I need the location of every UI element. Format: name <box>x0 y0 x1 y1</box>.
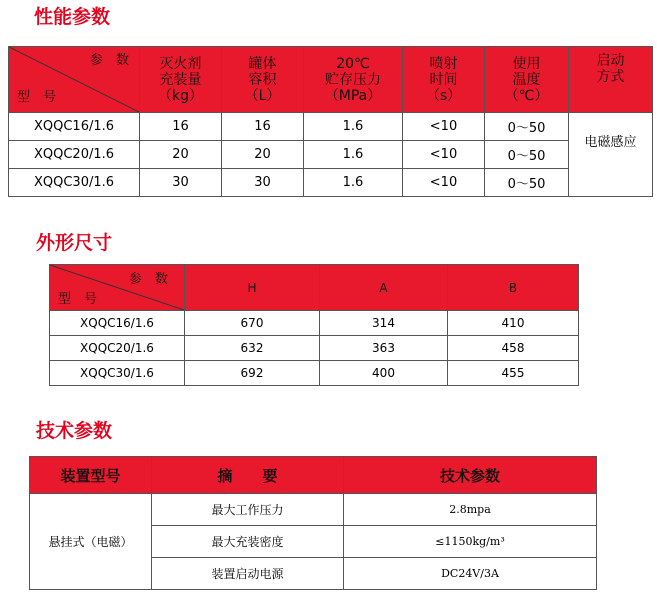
model-cell: XQQC20/1.6 <box>50 336 185 361</box>
table-row: XQQC30/1.6 30 30 1.6 <10 0～50 <box>9 169 653 197</box>
header-tank-volume: 罐体 容积 （L） <box>222 47 304 113</box>
dimensions-table <box>49 264 579 386</box>
section-title-dimensions: 外形尺寸 <box>36 232 113 254</box>
model-cell: XQQC20/1.6 <box>9 141 140 169</box>
corner-model-label: 型 号 <box>17 90 57 105</box>
header-device-model: 装置型号 <box>30 457 152 494</box>
header-summary: 摘 要 <box>152 457 344 494</box>
section-title-technical: 技术参数 <box>36 420 113 442</box>
performance-table <box>8 46 653 197</box>
header-b: B <box>448 265 579 311</box>
table-row: 装置启动电源 DC24V/3A <box>30 558 597 590</box>
header-a: A <box>320 265 448 311</box>
corner-header <box>50 265 185 311</box>
header-discharge-time: 喷射 时间 （s） <box>403 47 485 113</box>
table-row: XQQC30/1.6 692 400 455 <box>50 361 579 386</box>
technical-table <box>29 456 597 590</box>
start-method-cell: 电磁感应 <box>569 113 653 197</box>
model-cell: XQQC16/1.6 <box>50 311 185 336</box>
table-row: XQQC20/1.6 632 363 458 <box>50 336 579 361</box>
corner-param-label: 参 数 <box>128 272 168 287</box>
corner-param-label: 参 数 <box>89 53 129 68</box>
model-cell: XQQC30/1.6 <box>50 361 185 386</box>
device-cell: 悬挂式（电磁） <box>30 494 152 590</box>
header-agent-charge: 灭火剂 充装量 （kg） <box>140 47 222 113</box>
table-row: XQQC16/1.6 670 314 410 <box>50 311 579 336</box>
table-row: XQQC20/1.6 20 20 1.6 <10 0～50 <box>9 141 653 169</box>
header-storage-pressure: 20℃ 贮存压力 （MPa） <box>304 47 403 113</box>
table-row: XQQC16/1.6 16 16 1.6 <10 0～50 电磁感应 <box>9 113 653 141</box>
header-tech-params: 技术参数 <box>344 457 597 494</box>
model-cell: XQQC16/1.6 <box>9 113 140 141</box>
header-h: H <box>185 265 320 311</box>
header-temperature: 使用 温度 （℃） <box>485 47 569 113</box>
table-row: 最大充装密度 ≤1150kg/m³ <box>30 526 597 558</box>
model-cell: XQQC30/1.6 <box>9 169 140 197</box>
corner-model-label: 型 号 <box>58 292 98 307</box>
section-title-performance: 性能参数 <box>34 6 111 28</box>
table-row: 悬挂式（电磁） 最大工作压力 2.8mpa <box>30 494 597 526</box>
corner-header <box>9 47 140 113</box>
header-start-method: 启动 方式 <box>569 47 653 113</box>
